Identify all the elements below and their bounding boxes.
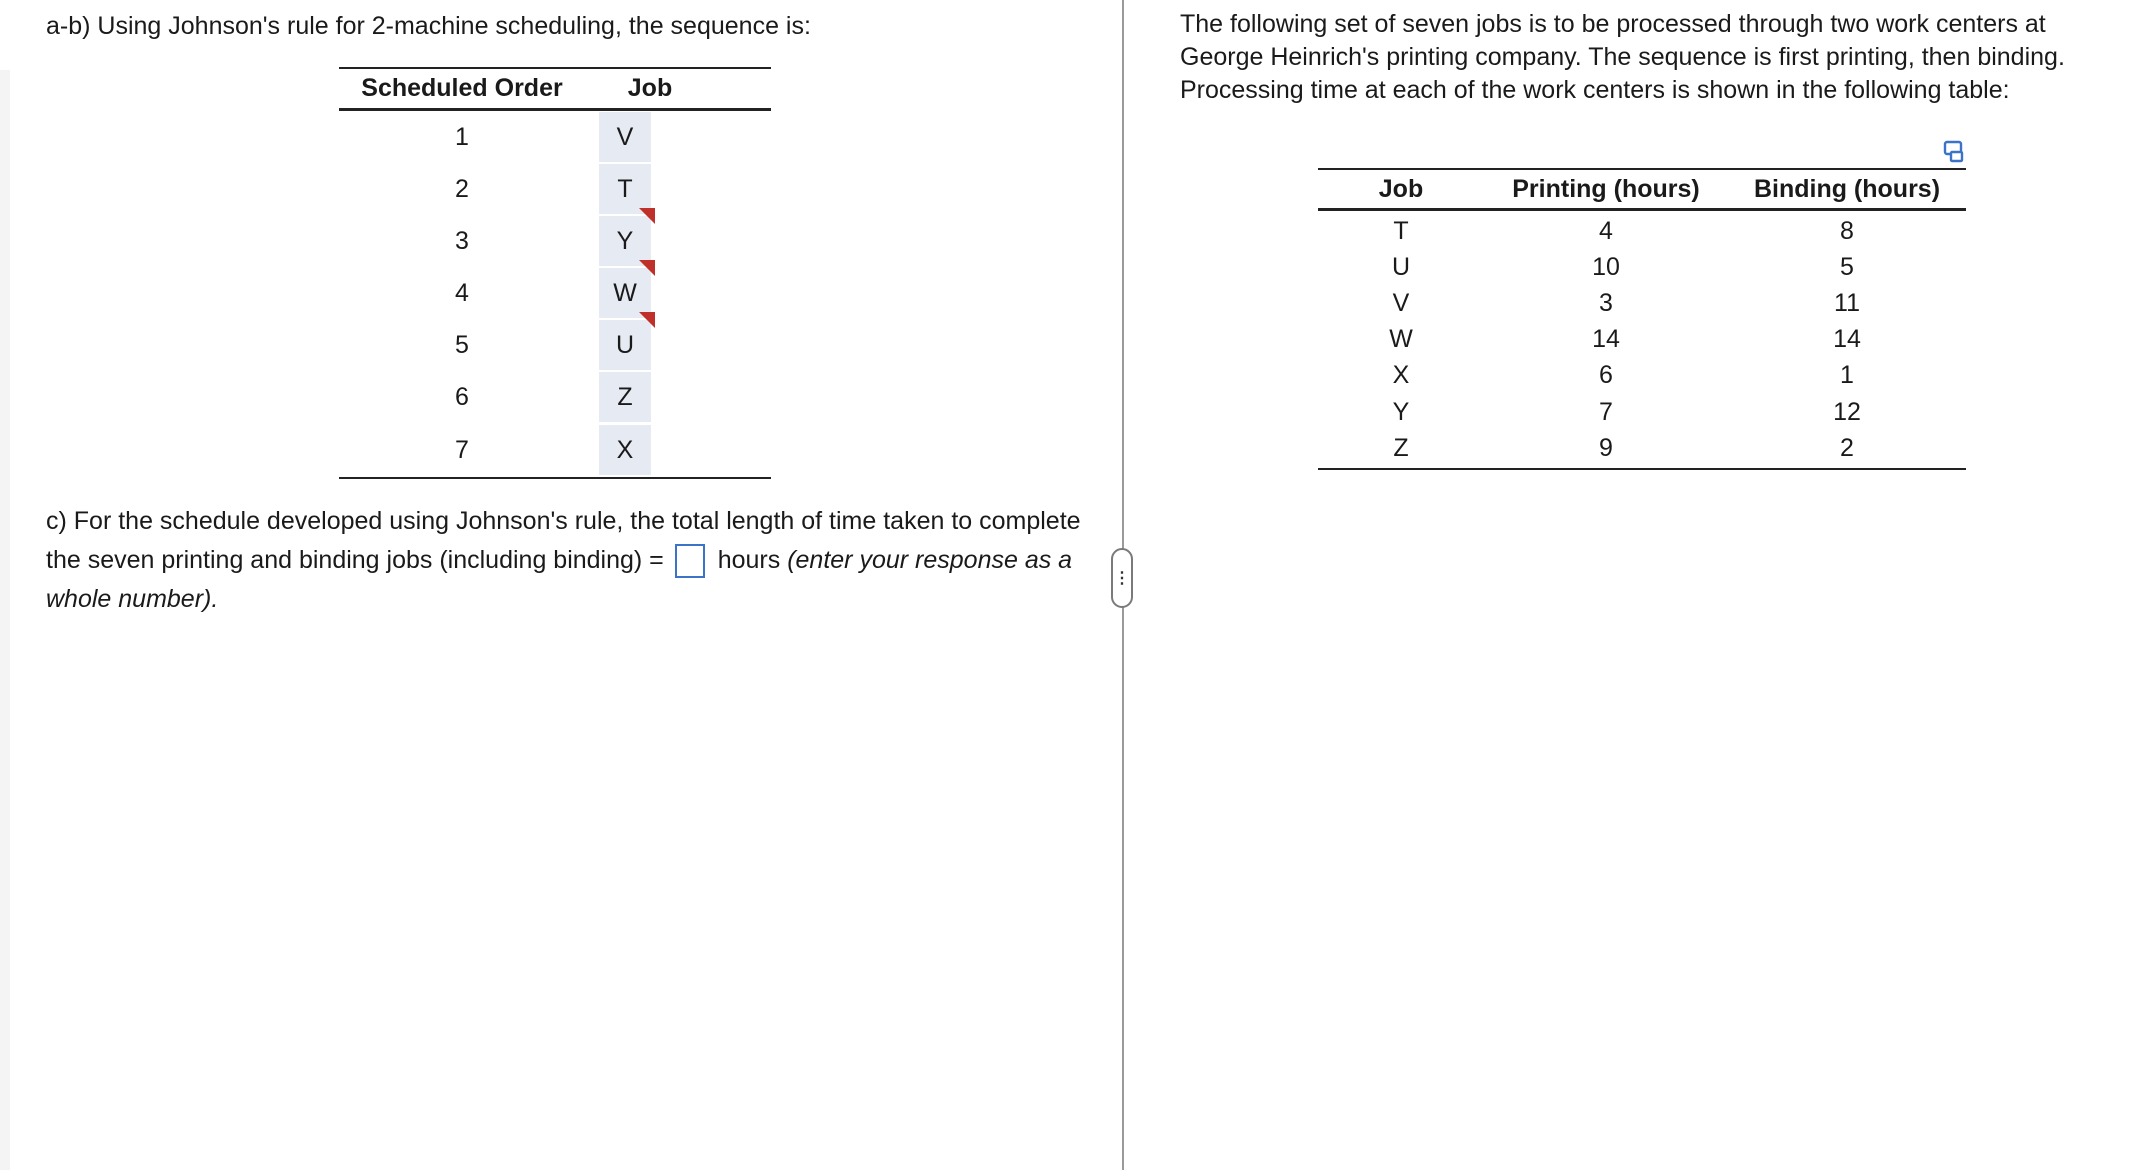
header-job: Job [627,74,673,102]
job-answer-cell[interactable] [599,216,651,266]
sequence-row [339,267,771,319]
sequence-row [339,111,771,163]
job-answer-cell[interactable] [599,372,651,422]
part-c-suffix: hours [717,546,781,574]
table-row [1318,285,1966,321]
job-cell: Z [1393,433,1409,462]
job-answer-cell[interactable] [599,164,651,214]
job-answer-value: Y [616,226,634,255]
processing-table-header [1318,170,1966,211]
job-cell: X [1392,361,1410,390]
order-cell: 5 [455,330,469,359]
header-binding: Binding (hours) [1753,174,1941,203]
job-answer-cell[interactable] [599,425,651,475]
printing-cell: 7 [1599,397,1613,426]
problem-statement: The following set of seven jobs is to be processed through two work centers at George Heinrich's printing company. The sequence is first printing, then binding. Processing time at each of the work centers is shown in the following table: [1180,10,2065,104]
part-c-question [46,502,1086,619]
order-cell: 3 [455,226,469,255]
table-row [1318,394,1966,430]
job-answer-cell[interactable] [599,112,651,162]
part-c-hint: (enter your response as a whole number). [46,546,1073,613]
order-cell: 2 [455,174,469,203]
binding-cell: 11 [1834,288,1860,317]
job-cell: V [1392,288,1410,317]
job-answer-value: V [616,122,634,151]
table-row [1318,430,1966,466]
sequence-row [339,423,771,477]
sequence-row [339,371,771,423]
order-cell: 4 [455,278,469,307]
part-ab-question: a-b) Using Johnson's rule for 2-machine scheduling, the sequence is: [46,12,811,40]
binding-cell: 14 [1833,325,1861,354]
order-cell: 1 [455,122,469,151]
job-answer-value: W [613,278,637,307]
binding-cell: 1 [1840,361,1854,390]
incorrect-flag-icon [639,208,655,224]
job-answer-value: U [615,330,635,359]
job-answer-cell[interactable] [599,268,651,318]
sequence-row [339,319,771,371]
printing-cell: 14 [1592,325,1620,354]
header-scheduled-order: Scheduled Order [361,74,563,102]
order-cell: 6 [455,382,469,411]
copy-table-icon[interactable] [1942,139,1968,165]
divider-handle[interactable] [1111,548,1133,608]
header-printing: Printing (hours) [1512,174,1700,203]
job-cell: Y [1392,397,1410,426]
printing-cell: 10 [1592,252,1620,281]
printing-cell: 6 [1599,361,1613,390]
printing-cell: 3 [1599,288,1613,317]
sequence-table [339,67,771,479]
sequence-table-header [339,69,771,111]
order-cell: 7 [455,435,469,464]
job-cell: U [1391,252,1411,281]
table-row [1318,213,1966,249]
job-answer-value: X [616,435,634,464]
binding-cell: 12 [1833,397,1861,426]
total-hours-input[interactable] [675,544,705,578]
job-answer-cell[interactable] [599,320,651,370]
job-cell: T [1393,216,1409,245]
table-row [1318,322,1966,358]
table-row [1318,249,1966,285]
processing-rows [1318,211,1966,468]
more-vertical-icon: ⋮ [1114,569,1130,587]
sequence-row [339,215,771,267]
printing-cell: 4 [1599,216,1613,245]
header-job: Job [1378,174,1424,203]
part-c-prefix: c) For the schedule developed using Johnson's rule, the total length of time taken to complete the seven printing and binding jobs (including binding) = [46,507,1081,574]
binding-cell: 2 [1840,433,1854,462]
binding-cell: 8 [1840,216,1854,245]
processing-time-table [1318,168,1966,470]
table-row [1318,358,1966,394]
incorrect-flag-icon [639,312,655,328]
sequence-rows [339,111,771,477]
printing-cell: 9 [1599,433,1613,462]
job-answer-value: T [617,174,633,203]
sequence-row [339,163,771,215]
incorrect-flag-icon [639,260,655,276]
job-answer-value: Z [617,382,633,411]
job-cell: W [1389,325,1413,354]
binding-cell: 5 [1840,252,1854,281]
left-gutter [0,70,10,1170]
